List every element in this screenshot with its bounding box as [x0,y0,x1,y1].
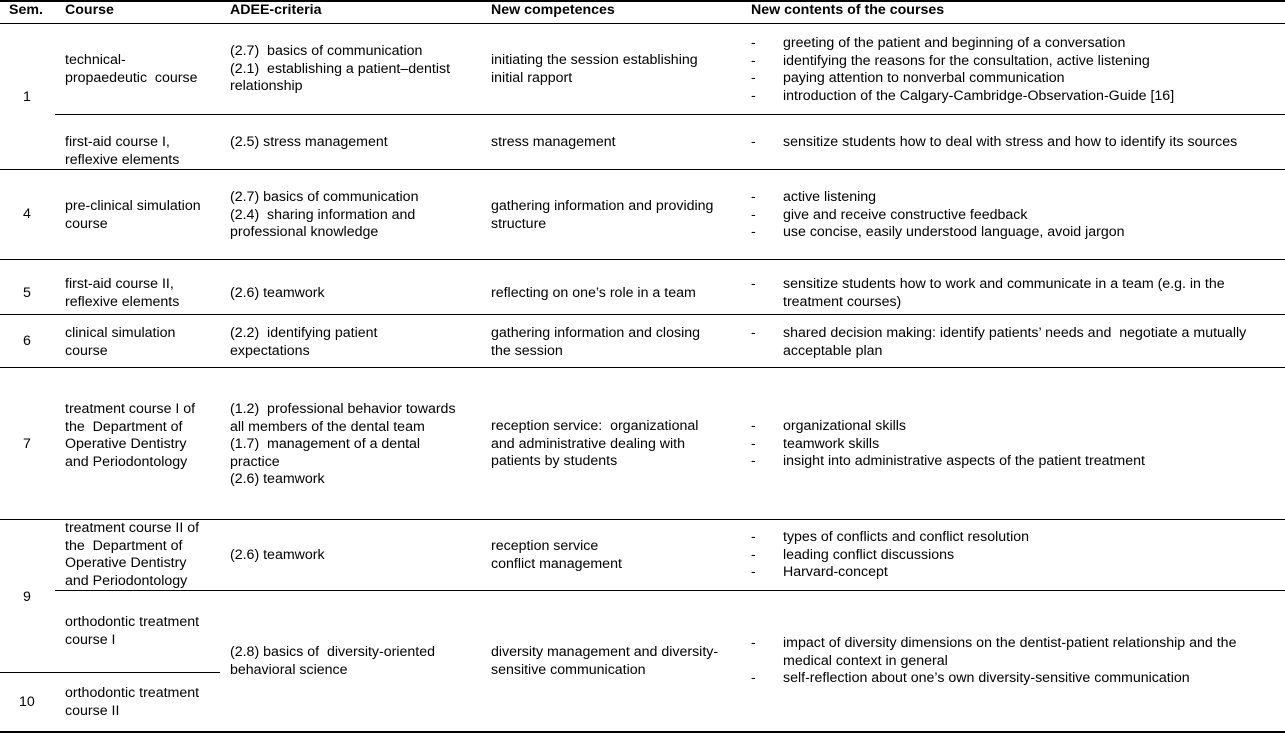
row-divider [0,314,1285,315]
list-item: - active listening [751,189,877,205]
sem-cell: 4 [23,206,31,222]
course-cell: pre-clinical simulation course [65,198,201,232]
row-divider [0,367,1285,368]
sem-cell: 1 [23,89,31,105]
competence-cell: reception service: organizational and administrative dealing with patients by students [491,418,699,469]
course-cell: first-aid course II, reflexive elements [65,276,180,310]
list-item: - Harvard-concept [751,564,888,580]
header-rule [0,23,1285,24]
header-contents: New contents of the courses [751,2,945,18]
list-item: - give and receive constructive feedback [751,206,1028,223]
contents-list [751,418,1145,471]
header-competences: New competences [491,2,615,18]
adee-cell: (2.8) basics of diversity-oriented behavioral science [230,644,436,678]
list-item: - greeting of the patient and beginning of a conversation [751,35,1126,51]
list-item: - paying attention to nonverbal communication [751,70,1065,86]
list-item: - impact of diversity dimensions on the dentist-patient relationship and the medical context in general [751,635,1237,669]
competence-cell: gathering information and closing the session [491,325,701,359]
row-divider [55,590,1285,591]
list-item: - insight into administrative aspects of the patient treatment [751,453,1145,469]
competence-cell: reception service conflict management [491,538,622,572]
list-item: - sensitize students how to work and communicate in a team (e.g. in the treatment courses) [751,276,1225,310]
course-cell: orthodontic treatment course I [65,614,200,648]
adee-cell: (2.6) teamwork [230,547,325,563]
sem-cell: 10 [19,694,35,710]
course-cell: technical- propaedeutic course [65,52,198,86]
course-cell: first-aid course I, reflexive elements [65,134,180,168]
list-item: - shared decision making: identify patients’ needs and negotiate a mutually acceptable plan [751,325,1247,359]
sem-cell: 5 [23,285,31,301]
competence-cell: reflecting on one’s role in a team [491,285,696,301]
header-course: Course [65,2,114,18]
course-cell: clinical simulation course [65,325,176,359]
row-divider-partial [0,672,220,673]
sem-cell: 9 [23,589,31,605]
adee-cell: (2.7) basics of communication (2.4) sharing information and professional knowledge [230,189,419,240]
adee-cell: (2.2) identifying patient expectations [230,325,378,359]
contents-list [751,276,1225,311]
list-item: - self-reflection about one’s own diversity-sensitive communication [751,670,1190,686]
competence-cell: stress management [491,134,616,150]
row-divider [0,169,1285,170]
row-divider [55,114,1285,115]
contents-list [751,35,1174,105]
course-cell: treatment course I of the Department of Operative Dentistry and Periodontology [65,401,196,470]
adee-cell: (2.5) stress management [230,134,388,150]
list-item: - organizational skills [751,418,907,434]
contents-list [751,635,1236,688]
contents-list [751,189,1125,242]
table-top-rule [0,0,1285,2]
list-item: - teamwork skills [751,435,880,452]
list-item: - introduction of the Calgary-Cambridge-Observation-Guide [16] [751,87,1175,104]
header-adee: ADEE-criteria [230,2,322,18]
course-cell: orthodontic treatment course II [65,685,200,719]
competence-cell: diversity management and diversity- sensitive communication [491,644,719,678]
adee-cell: (2.6) teamwork [230,285,325,301]
sem-cell: 6 [23,333,31,349]
competence-cell: gathering information and providing structure [491,198,714,232]
list-item: - types of conflicts and conflict resolution [751,529,1030,545]
row-divider [0,259,1285,260]
adee-cell: (2.7) basics of communication (2.1) establishing a patient–dentist relationship [230,43,451,94]
competence-cell: initiating the session establishing initial rapport [491,52,698,86]
contents-list [751,529,1029,582]
sem-cell: 7 [23,436,31,452]
list-item: - sensitize students how to deal with stress and how to identify its sources [751,134,1238,150]
contents-list [751,134,1237,152]
list-item: - leading conflict discussions [751,546,955,563]
adee-cell: (1.2) professional behavior towards all members of the dental team (1.7) management of a dental practice (2.6) teamwork [230,401,456,487]
list-item: - identifying the reasons for the consultation, active listening [751,52,1150,69]
course-cell: treatment course II of the Department of Operative Dentistry and Periodontology [65,520,200,589]
list-item: - use concise, easily understood language, avoid jargon [751,224,1125,240]
header-sem: Sem. [9,2,43,18]
contents-list [751,325,1246,360]
